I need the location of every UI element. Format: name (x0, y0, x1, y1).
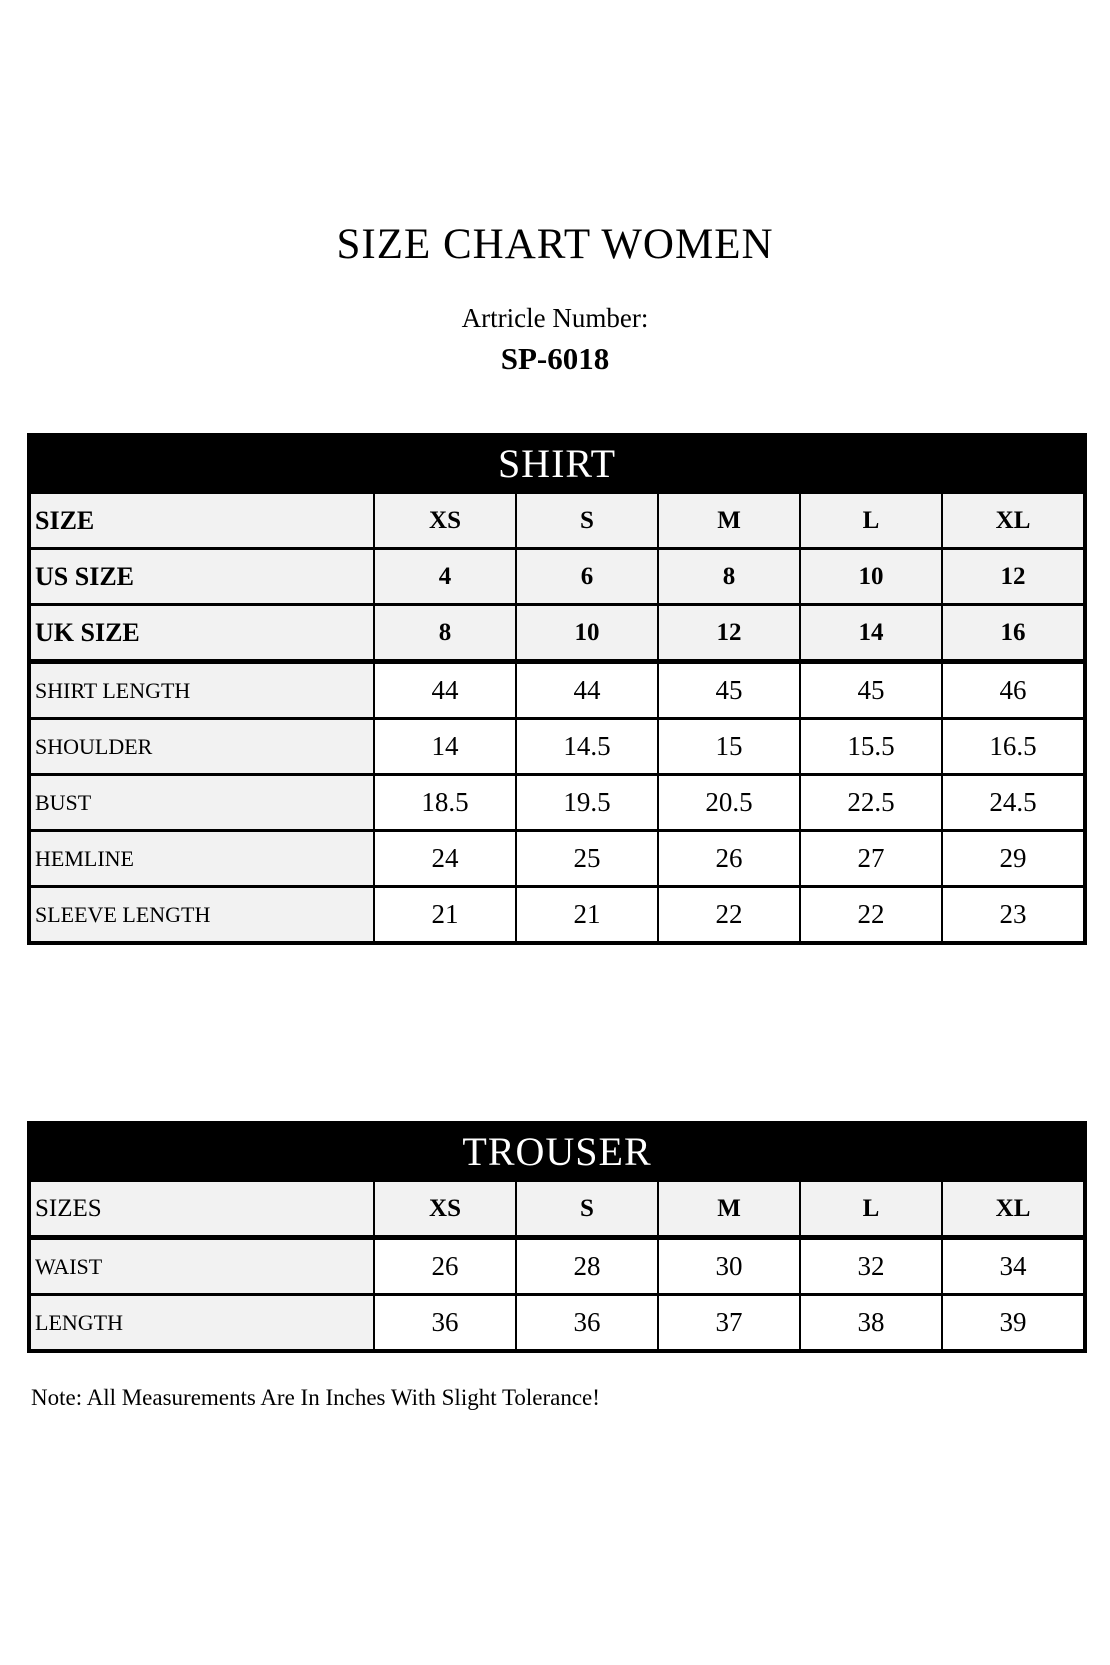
row-label-shirt-length: SHIRT LENGTH (29, 662, 374, 719)
row-label-sizes: SIZES (29, 1180, 374, 1238)
article-number-value: SP-6018 (500, 341, 610, 376)
shirt-uk-size-row (29, 605, 1085, 662)
measure-cell: 22.5 (800, 775, 942, 831)
measure-cell: 44 (374, 662, 516, 719)
uk-size-cell: 8 (374, 605, 516, 662)
row-label-waist: WAIST (29, 1238, 374, 1295)
measure-cell: 36 (516, 1295, 658, 1352)
hemline-row (29, 831, 1085, 887)
uk-size-cell: 12 (658, 605, 800, 662)
row-label-shoulder: SHOULDER (29, 719, 374, 775)
size-cell: L (800, 492, 942, 549)
us-size-cell: 10 (800, 549, 942, 605)
trouser-sizes-row (29, 1180, 1085, 1238)
article-number-label: Artricle Number: (461, 303, 649, 333)
size-cell: M (658, 492, 800, 549)
row-label-bust: BUST (29, 775, 374, 831)
measure-cell: 30 (658, 1238, 800, 1295)
measure-cell: 34 (942, 1238, 1085, 1295)
us-size-cell: 12 (942, 549, 1085, 605)
measure-cell: 36 (374, 1295, 516, 1352)
uk-size-cell: 10 (516, 605, 658, 662)
measure-cell: 22 (658, 887, 800, 944)
us-size-cell: 8 (658, 549, 800, 605)
us-size-cell: 6 (516, 549, 658, 605)
measure-cell: 18.5 (374, 775, 516, 831)
trouser-table-title: TROUSER (29, 1123, 1085, 1180)
measure-cell: 21 (516, 887, 658, 944)
trouser-table-title-row (29, 1123, 1085, 1180)
waist-row (29, 1238, 1085, 1295)
measure-cell: 24 (374, 831, 516, 887)
size-cell: XS (374, 492, 516, 549)
bust-row (29, 775, 1085, 831)
measure-cell: 19.5 (516, 775, 658, 831)
measure-cell: 23 (942, 887, 1085, 944)
shirt-table-title-row (29, 435, 1085, 492)
row-label-size: SIZE (29, 492, 374, 549)
shirt-size-row (29, 492, 1085, 549)
row-label-uk-size: UK SIZE (29, 605, 374, 662)
measure-cell: 20.5 (658, 775, 800, 831)
us-size-cell: 4 (374, 549, 516, 605)
measure-cell: 26 (374, 1238, 516, 1295)
measure-cell: 29 (942, 831, 1085, 887)
measure-cell: 14 (374, 719, 516, 775)
shirt-size-table (27, 433, 1087, 945)
size-cell: S (516, 492, 658, 549)
measurement-note: Note: All Measurements Are In Inches With Slight Tolerance! (31, 1385, 600, 1410)
measure-cell: 37 (658, 1295, 800, 1352)
size-cell: XL (942, 492, 1085, 549)
row-label-sleeve-length: SLEEVE LENGTH (29, 887, 374, 944)
measure-cell: 15 (658, 719, 800, 775)
measure-cell: 28 (516, 1238, 658, 1295)
row-label-hemline: HEMLINE (29, 831, 374, 887)
shirt-us-size-row (29, 549, 1085, 605)
measure-cell: 15.5 (800, 719, 942, 775)
measure-cell: 44 (516, 662, 658, 719)
sleeve-length-row (29, 887, 1085, 944)
trouser-size-table (27, 1121, 1087, 1353)
shoulder-row (29, 719, 1085, 775)
measure-cell: 46 (942, 662, 1085, 719)
measure-cell: 14.5 (516, 719, 658, 775)
page-title: SIZE CHART WOMEN (336, 221, 774, 268)
uk-size-cell: 16 (942, 605, 1085, 662)
measure-cell: 22 (800, 887, 942, 944)
measure-cell: 38 (800, 1295, 942, 1352)
measure-cell: 24.5 (942, 775, 1085, 831)
shirt-length-row (29, 662, 1085, 719)
measure-cell: 45 (658, 662, 800, 719)
row-label-us-size: US SIZE (29, 549, 374, 605)
size-cell: L (800, 1180, 942, 1238)
size-cell: S (516, 1180, 658, 1238)
size-cell: XS (374, 1180, 516, 1238)
measure-cell: 16.5 (942, 719, 1085, 775)
size-cell: M (658, 1180, 800, 1238)
measure-cell: 27 (800, 831, 942, 887)
measure-cell: 45 (800, 662, 942, 719)
shirt-table-title: SHIRT (29, 435, 1085, 492)
measure-cell: 32 (800, 1238, 942, 1295)
uk-size-cell: 14 (800, 605, 942, 662)
row-label-length: LENGTH (29, 1295, 374, 1352)
size-cell: XL (942, 1180, 1085, 1238)
measure-cell: 25 (516, 831, 658, 887)
measure-cell: 39 (942, 1295, 1085, 1352)
measure-cell: 21 (374, 887, 516, 944)
measure-cell: 26 (658, 831, 800, 887)
length-row (29, 1295, 1085, 1352)
